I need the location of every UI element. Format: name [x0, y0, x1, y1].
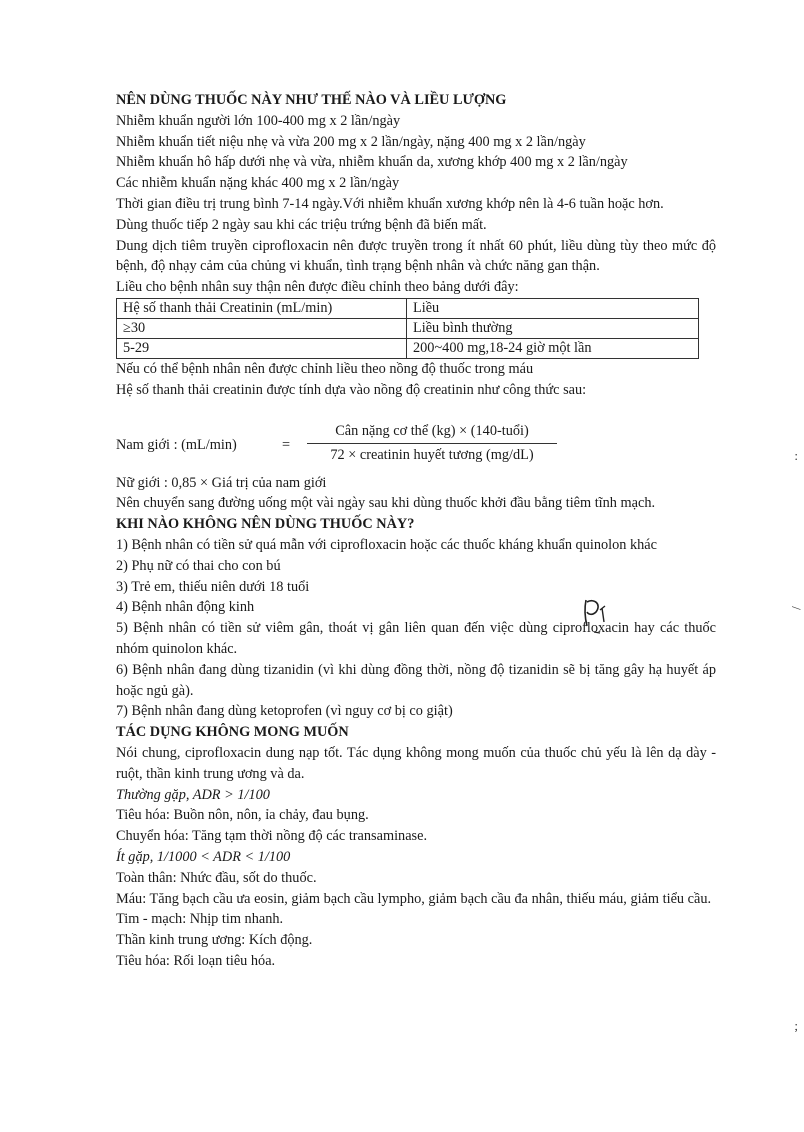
- infusion-note: Dung dịch tiêm truyền ciprofloxacin nên được truyền trong ít nhất 60 phút, liều dùng tùy theo mức độ bệnh, độ nhạy cảm của chủng vi khuẩn, tình trạng bệnh nhân và chức năng gan thận.: [116, 237, 716, 275]
- dose-line-respiratory: Nhiễm khuẩn hô hấp dưới nhẹ và vừa, nhiễm khuẩn da, xương khớp 400 mg x 2 lần/ngày: [116, 154, 628, 171]
- scan-edge-mark: :: [794, 448, 798, 463]
- list-item: 2) Phụ nữ có thai cho con bú: [116, 557, 281, 574]
- formula-denominator: 72 × creatinin huyết tương (mg/dL): [330, 446, 534, 463]
- table-cell: ≥30: [117, 318, 407, 338]
- treatment-duration: Thời gian điều trị trung bình 7-14 ngày.Với nhiễm khuẩn xương khớp nên là 4-6 tuần hoặc hơn.: [116, 195, 664, 212]
- list-item: Tim - mạch: Nhịp tim nhanh.: [116, 911, 284, 928]
- handwritten-initial-mark: [578, 596, 618, 638]
- fraction-bar: [307, 443, 557, 444]
- table-row: [117, 318, 699, 338]
- dose-line-severe: Các nhiễm khuẩn nặng khác 400 mg x 2 lần/ngày: [116, 175, 400, 192]
- common-frequency-label: Thường gặp, ADR > 1/100: [116, 786, 270, 803]
- switch-note: Nên chuyển sang đường uống một vài ngày sau khi dùng thuốc khởi đầu bằng tiêm tĩnh mạch.: [116, 495, 656, 512]
- list-item: 6) Bệnh nhân đang dùng tizanidin (vì khi dùng đồng thời, nồng độ tizanidin sẽ bị tăng gây hạ huyết áp hoặc ngủ gà).: [116, 661, 716, 699]
- section-title-side-effects: TÁC DỤNG KHÔNG MONG MUỐN: [116, 724, 349, 741]
- table-header-row: [117, 298, 699, 318]
- uncommon-frequency-label: Ít gặp, 1/1000 < ADR < 1/100: [116, 848, 291, 865]
- list-item: 7) Bệnh nhân đang dùng ketoprofen (vì nguy cơ bị co giật): [116, 703, 453, 720]
- list-item: Thần kinh trung ương: Kích động.: [116, 932, 313, 949]
- list-item: Máu: Tăng bạch cầu ưa eosin, giảm bạch cầu lympho, giảm bạch cầu đa nhân, thiếu máu, giảm tiểu cầu.: [116, 890, 712, 907]
- list-item: 3) Trẻ em, thiếu niên dưới 18 tuổi: [116, 578, 310, 595]
- scan-edge-mark: ;: [794, 1018, 798, 1033]
- list-item: Tiêu hóa: Rối loạn tiêu hóa.: [116, 952, 276, 969]
- list-item: Tiêu hóa: Buồn nôn, nôn, ỉa chảy, đau bụng.: [116, 807, 369, 824]
- table-header-cell: Liều: [407, 298, 699, 318]
- list-item: 4) Bệnh nhân động kinh: [116, 599, 255, 616]
- table-header-cell: Hệ số thanh thải Creatinin (mL/min): [117, 298, 407, 318]
- list-item: 1) Bệnh nhân có tiền sử quá mẫn với ciprofloxacin hoặc các thuốc kháng khuẩn quinolon khác: [116, 536, 657, 553]
- renal-dose-table: [116, 298, 699, 359]
- formula-lhs: Nam giới : (mL/min): [116, 436, 237, 453]
- list-item: 5) Bệnh nhân có tiền sử viêm gân, thoát vị gân liên quan đến việc dùng ciprofloxacin hay các thuốc nhóm quinolon khác.: [116, 620, 716, 657]
- table-cell: 5-29: [117, 338, 407, 358]
- dose-line-urinary: Nhiễm khuẩn tiết niệu nhẹ và vừa 200 mg x 2 lần/ngày, nặng 400 mg x 2 lần/ngày: [116, 133, 586, 150]
- after-table-note-1: Nếu có thể bệnh nhân nên được chỉnh liều theo nồng độ thuốc trong máu: [116, 360, 534, 377]
- section-title-dosage: NÊN DÙNG THUỐC NÀY NHƯ THẾ NÀO VÀ LIỀU LƯỢNG: [116, 92, 507, 108]
- dose-line-adult: Nhiễm khuẩn người lớn 100-400 mg x 2 lần/ngày: [116, 112, 401, 129]
- creatinine-formula: [116, 421, 716, 473]
- after-table-note-2: Hệ số thanh thải creatinin được tính dựa vào nồng độ creatinin như công thức sau:: [116, 381, 587, 398]
- continue-note: Dùng thuốc tiếp 2 ngày sau khi các triệu trứng bệnh đã biến mất.: [116, 216, 487, 233]
- scan-edge-mark: /: [789, 606, 804, 610]
- side-effects-intro: Nói chung, ciprofloxacin dung nạp tốt. Tác dụng không mong muốn của thuốc chủ yếu là lên dạ dày - ruột, thần kinh trung ương và da.: [116, 744, 716, 782]
- formula-equals: =: [282, 436, 291, 453]
- list-item: Chuyển hóa: Tăng tạm thời nồng độ các transaminase.: [116, 828, 428, 845]
- document-page: [116, 90, 716, 972]
- section-title-contraindications: KHI NÀO KHÔNG NÊN DÙNG THUỐC NÀY?: [116, 516, 415, 533]
- table-row: [117, 338, 699, 358]
- formula-numerator: Cân nặng cơ thể (kg) × (140-tuổi): [335, 422, 529, 439]
- table-cell: Liều bình thường: [407, 318, 699, 338]
- list-item: Toàn thân: Nhức đầu, sốt do thuốc.: [116, 869, 317, 886]
- renal-intro: Liều cho bệnh nhân suy thận nên được điều chỉnh theo bảng dưới đây:: [116, 279, 519, 296]
- table-cell: 200~400 mg,18-24 giờ một lần: [407, 338, 699, 358]
- female-formula: Nữ giới : 0,85 × Giá trị của nam giới: [116, 474, 327, 491]
